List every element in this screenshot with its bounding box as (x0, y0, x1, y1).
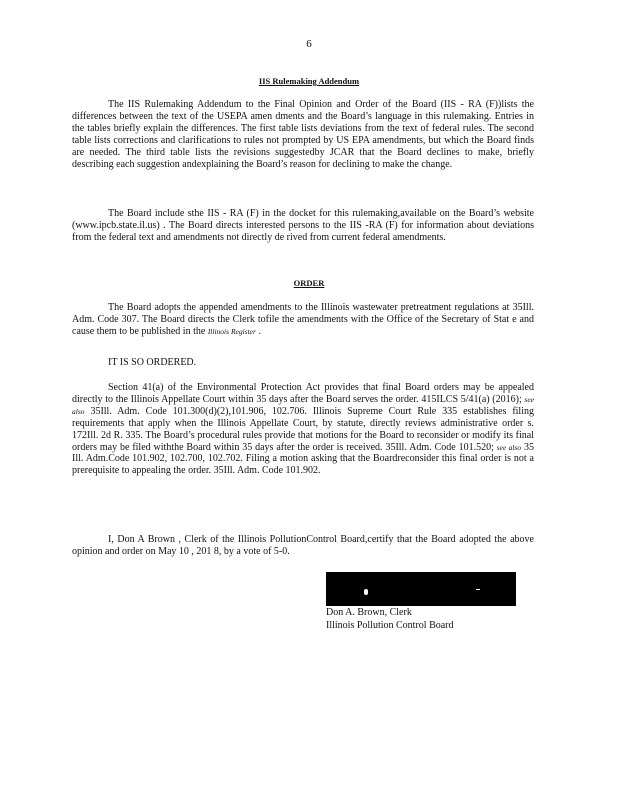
certification-text: I, Don A Brown , Clerk of the Illinois PollutionControl Board,certify that the Board adopted the above opinion and order on May 10 , 201 8, by a vote of 5-0. (72, 534, 534, 557)
paragraph-addendum-description (72, 99, 534, 170)
paragraph-docket-text: The Board include sthe IIS - RA (F) in the docket for this rulemaking,available on the Board’s website (www.ipcb.state.il.us) . The Board directs interested persons to the IIS -RA (F) for information about deviations from the federal text and amendments not directly de rived from current federal amendments. (72, 208, 534, 243)
signature-block (326, 572, 516, 632)
paragraph-order-text: The Board adopts the appended amendments to the Illinois wastewater pretreatment regulations at 35Ill. Adm. Code 307. The Board directs the Clerk tofile the amendments with the Office of the Secretary of Stat e and cause them to be published in the (72, 302, 534, 337)
paragraph-clerk-certification (72, 534, 534, 558)
appeal-text-b: 35Ill. Adm. Code 101.300(d)(2),101.906, 102.706. Illinois Supreme Court Rule 335 establishes filing requirements that apply when the Illinois Appellate Court, by statute, directly reviews administrative order s. 172Ill. 2d R. 335. The Board’s procedural rules provide that motions for the Board to reconsider or modify its final orders may be filed withthe Board within 35 days after the order is received. 35Ill. Adm. Code 101.520; (72, 405, 534, 453)
signatory-name: Don A. Brown, Clerk (326, 607, 412, 618)
addendum-heading-text: IIS Rulemaking Addendum (258, 76, 360, 86)
signature-mark (364, 589, 368, 595)
paragraph-so-ordered (72, 357, 534, 369)
redacted-signature (326, 572, 516, 606)
see-also-citation-2: see also (496, 442, 522, 452)
so-ordered-text: IT IS SO ORDERED. (108, 357, 197, 368)
signature-mark (476, 589, 480, 590)
page-number: 6 (306, 38, 312, 50)
paragraph-docket-notice (72, 208, 534, 244)
paragraph-order-end: . (255, 325, 261, 337)
appeal-text-c: 35 Ill. Adm.Code 101.902, 102.700, 102.702. Filing a motion asking that the Boardreconsider this final order is not a prerequisite to appealing the order. 35Ill. Adm. Code 101.902. (72, 441, 535, 477)
illinois-register-citation: Illinois Register (207, 326, 256, 336)
paragraph-appeal-rights (72, 382, 534, 477)
appeal-text-a: Section 41(a) of the Environmental Protection Act provides that final Board orders may be appealed directly to the Illinois Appellate Court within 35 days after the Board serves the order. 415ILCS 5/41(a) (2016); (72, 382, 534, 405)
signatory-title: Illinois Pollution Control Board (326, 620, 454, 631)
see-also-citation-1: see also (72, 394, 534, 416)
paragraph-order-adopts (72, 302, 534, 338)
paragraph-addendum-text: The IIS Rulemaking Addendum to the Final Opinion and Order of the Board (IIS - RA (F))lists the differences between the text of the USEPA amen dments and the Board’s language in this rulemaking. Entries in the tables briefly explain the differences. The first table lists deviations from the text of federal rules. The second table lists corrections and clarifications to rules not prompted by US EPA amendments, but which the Board finds are needed. The third table lists the revisions suggestedby JCAR that the Board declines to make, briefly describing each suggestion andexplaining the Board’s reason for declining to make the change. (72, 99, 534, 170)
order-heading (0, 278, 618, 288)
order-heading-text: ORDER (293, 278, 325, 288)
addendum-heading (0, 76, 618, 86)
